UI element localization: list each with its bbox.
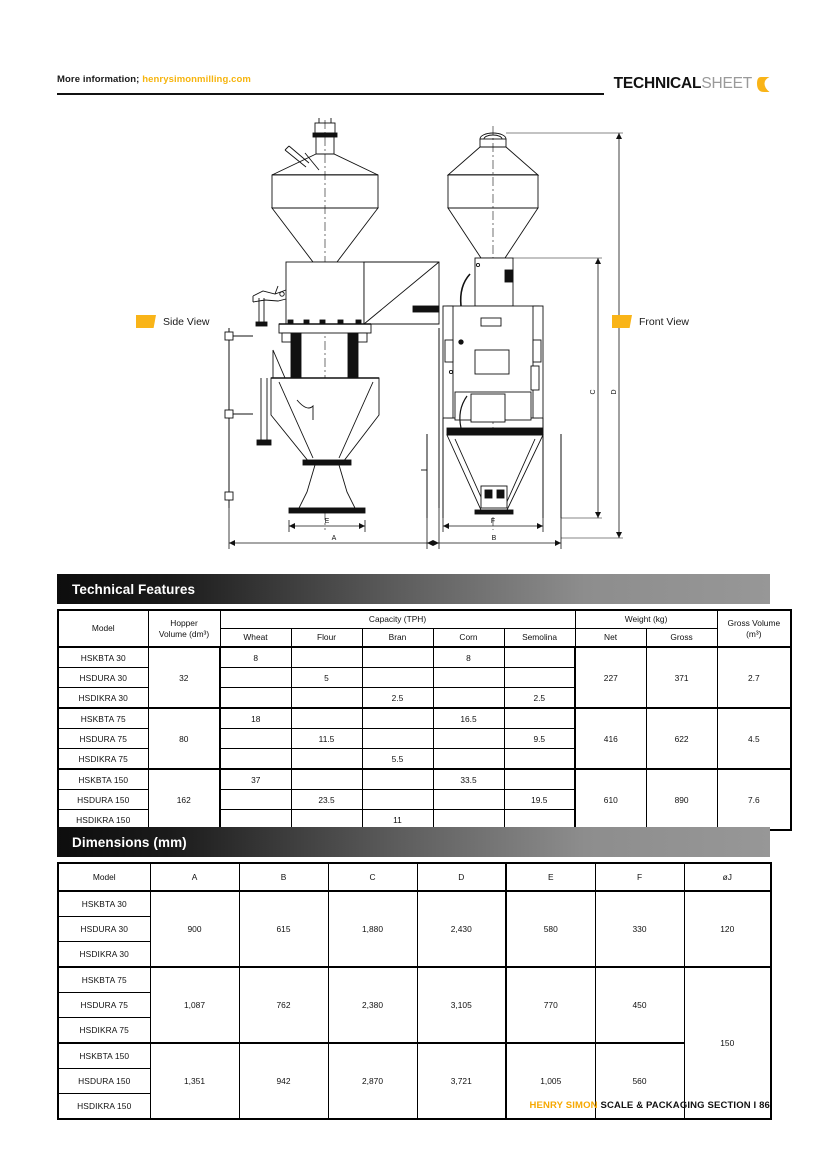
website-link[interactable]: henrysimonmilling.com xyxy=(142,74,251,85)
dimensions-banner xyxy=(57,827,770,857)
cell-wheat: 37 xyxy=(220,769,291,790)
cell-flour xyxy=(291,749,362,770)
cell-c: 2,380 xyxy=(328,967,417,1043)
cell-wheat xyxy=(220,668,291,688)
cell-flour: 23.5 xyxy=(291,790,362,810)
th-semolina: Semolina xyxy=(504,629,575,648)
side-view-label: Side View xyxy=(163,315,210,328)
th-net: Net xyxy=(575,629,646,648)
marker-icon xyxy=(612,315,632,328)
th-hopper-volume-line1: Hopper xyxy=(170,618,198,628)
cell-model: HSKBTA 150 xyxy=(58,1043,150,1069)
th-e: E xyxy=(506,863,595,891)
cell-bran: 11 xyxy=(362,810,433,831)
page-header xyxy=(57,72,770,100)
th-capacity-group: Capacity (TPH) xyxy=(220,610,575,629)
th-c: C xyxy=(328,863,417,891)
dim-label-E: E xyxy=(324,518,330,525)
dim-label-D: D xyxy=(611,389,618,395)
cell-flour xyxy=(291,769,362,790)
cell-gross: 890 xyxy=(646,769,717,830)
cell-bran xyxy=(362,647,433,668)
cell-model: HSDIKRA 75 xyxy=(58,1018,150,1044)
cell-f: 450 xyxy=(595,967,684,1043)
cell-model: HSDIKRA 150 xyxy=(58,1094,150,1120)
th-corn: Corn xyxy=(433,629,504,648)
cell-model: HSDURA 75 xyxy=(58,993,150,1018)
cell-a: 1,087 xyxy=(150,967,239,1043)
cell-corn: 16.5 xyxy=(433,708,504,729)
cell-model: HSDURA 75 xyxy=(58,729,148,749)
cell-corn xyxy=(433,729,504,749)
cell-corn xyxy=(433,790,504,810)
cell-gross-volume: 4.5 xyxy=(717,708,791,769)
footer-section: SCALE & PACKAGING SECTION I 86 xyxy=(600,1100,770,1111)
cell-flour: 11.5 xyxy=(291,729,362,749)
cell-model: HSKBTA 30 xyxy=(58,647,148,668)
cell-model: HSDURA 150 xyxy=(58,1069,150,1094)
dimensions-table xyxy=(57,862,772,1120)
cell-flour xyxy=(291,647,362,668)
cell-bran: 2.5 xyxy=(362,688,433,709)
dim-label-C: C xyxy=(590,389,597,395)
cell-a: 1,351 xyxy=(150,1043,239,1119)
th-model: Model xyxy=(58,863,150,891)
cell-bran xyxy=(362,729,433,749)
side-view-tag xyxy=(136,315,210,328)
side-view-drawing xyxy=(225,118,439,549)
cell-bran xyxy=(362,790,433,810)
cell-model: HSDIKRA 150 xyxy=(58,810,148,831)
th-f: F xyxy=(595,863,684,891)
cell-model: HSDIKRA 30 xyxy=(58,942,150,968)
page-footer xyxy=(529,1100,770,1111)
cell-wheat xyxy=(220,688,291,709)
front-view-tag xyxy=(612,315,689,328)
cell-semolina xyxy=(504,749,575,770)
dim-label-B: B xyxy=(491,535,497,542)
cell-bran: 5.5 xyxy=(362,749,433,770)
cell-bran xyxy=(362,708,433,729)
front-view-drawing xyxy=(421,126,623,549)
cell-flour xyxy=(291,708,362,729)
cell-semolina: 2.5 xyxy=(504,688,575,709)
th-model: Model xyxy=(58,610,148,647)
th-gross-volume-line1: Gross Volume xyxy=(727,618,781,628)
cell-model: HSKBTA 150 xyxy=(58,769,148,790)
cell-model: HSKBTA 75 xyxy=(58,967,150,993)
cell-semolina xyxy=(504,708,575,729)
cell-bran xyxy=(362,668,433,688)
cell-flour: 5 xyxy=(291,668,362,688)
cell-hopper-volume: 32 xyxy=(148,647,220,708)
th-bran: Bran xyxy=(362,629,433,648)
technical-features-body xyxy=(58,647,791,830)
table-row xyxy=(58,1043,771,1069)
cell-c: 2,870 xyxy=(328,1043,417,1119)
logo-sheet-text: SHEET xyxy=(701,75,752,92)
cell-d: 3,105 xyxy=(417,967,506,1043)
dimensions-title: Dimensions (mm) xyxy=(72,834,187,850)
cell-e: 580 xyxy=(506,891,595,967)
technical-features-banner xyxy=(57,574,770,604)
cell-corn xyxy=(433,688,504,709)
cell-gross-volume: 7.6 xyxy=(717,769,791,830)
table-row xyxy=(58,769,791,790)
table-header-row xyxy=(58,610,791,629)
front-view-label: Front View xyxy=(639,315,689,328)
th-wheat: Wheat xyxy=(220,629,291,648)
marker-icon xyxy=(136,315,156,328)
table-row xyxy=(58,647,791,668)
th-hopper-volume xyxy=(148,610,220,647)
th-a: A xyxy=(150,863,239,891)
chevron-brand-icon xyxy=(757,77,770,92)
cell-b: 615 xyxy=(239,891,328,967)
cell-corn xyxy=(433,749,504,770)
cell-wheat: 18 xyxy=(220,708,291,729)
cell-j: 150 xyxy=(684,967,771,1119)
cell-semolina xyxy=(504,668,575,688)
th-weight-group: Weight (kg) xyxy=(575,610,717,629)
cell-b: 942 xyxy=(239,1043,328,1119)
cell-model: HSKBTA 30 xyxy=(58,891,150,917)
cell-wheat xyxy=(220,790,291,810)
th-hopper-volume-line2: Volume (dm³) xyxy=(158,628,210,639)
dimensions-body xyxy=(58,891,771,1119)
technical-drawing-svg xyxy=(57,110,770,550)
cell-model: HSDIKRA 30 xyxy=(58,688,148,709)
table-row xyxy=(58,891,771,917)
cell-e: 1,005 xyxy=(506,1043,595,1119)
cell-bran xyxy=(362,769,433,790)
logo-technical-text: TECHNICAL xyxy=(613,75,702,92)
cell-model: HSDURA 150 xyxy=(58,790,148,810)
th-b: B xyxy=(239,863,328,891)
cell-semolina xyxy=(504,769,575,790)
cell-wheat: 8 xyxy=(220,647,291,668)
technical-features-table xyxy=(57,609,792,831)
cell-gross-volume: 2.7 xyxy=(717,647,791,708)
cell-gross: 371 xyxy=(646,647,717,708)
cell-hopper-volume: 80 xyxy=(148,708,220,769)
cell-model: HSDURA 30 xyxy=(58,917,150,942)
cell-model: HSDURA 30 xyxy=(58,668,148,688)
cell-d: 2,430 xyxy=(417,891,506,967)
cell-semolina: 19.5 xyxy=(504,790,575,810)
cell-b: 762 xyxy=(239,967,328,1043)
cell-wheat xyxy=(220,749,291,770)
dimensions-header xyxy=(58,863,771,891)
cell-net: 227 xyxy=(575,647,646,708)
th-d: D xyxy=(417,863,506,891)
table-row xyxy=(58,967,771,993)
cell-hopper-volume: 162 xyxy=(148,769,220,830)
table-row xyxy=(58,708,791,729)
th-flour: Flour xyxy=(291,629,362,648)
cell-j: 120 xyxy=(684,891,771,967)
technical-features-header xyxy=(58,610,791,647)
cell-a: 900 xyxy=(150,891,239,967)
th-gross: Gross xyxy=(646,629,717,648)
footer-brand: HENRY SIMON xyxy=(529,1100,598,1111)
cell-corn xyxy=(433,668,504,688)
cell-e: 770 xyxy=(506,967,595,1043)
th-gross-volume xyxy=(717,610,791,647)
cell-model: HSKBTA 75 xyxy=(58,708,148,729)
th-gross-volume-line2: (m³) xyxy=(746,628,762,639)
table-header-row xyxy=(58,863,771,891)
cell-gross: 622 xyxy=(646,708,717,769)
cell-flour xyxy=(291,688,362,709)
cell-c: 1,880 xyxy=(328,891,417,967)
technical-features-title: Technical Features xyxy=(72,581,196,597)
cell-f: 560 xyxy=(595,1043,684,1119)
cell-wheat xyxy=(220,729,291,749)
dim-label-A: A xyxy=(331,535,337,542)
cell-net: 416 xyxy=(575,708,646,769)
cell-d: 3,721 xyxy=(417,1043,506,1119)
cell-net: 610 xyxy=(575,769,646,830)
cell-corn: 33.5 xyxy=(433,769,504,790)
technical-sheet-logo xyxy=(604,72,770,96)
th-j: øJ xyxy=(684,863,771,891)
machine-drawings xyxy=(57,110,770,550)
cell-semolina xyxy=(504,647,575,668)
cell-corn: 8 xyxy=(433,647,504,668)
cell-model: HSDIKRA 75 xyxy=(58,749,148,770)
dim-label-F: F xyxy=(490,518,496,525)
more-information-label: More information; xyxy=(57,74,140,85)
cell-f: 330 xyxy=(595,891,684,967)
cell-semolina: 9.5 xyxy=(504,729,575,749)
more-information-line xyxy=(57,74,251,85)
